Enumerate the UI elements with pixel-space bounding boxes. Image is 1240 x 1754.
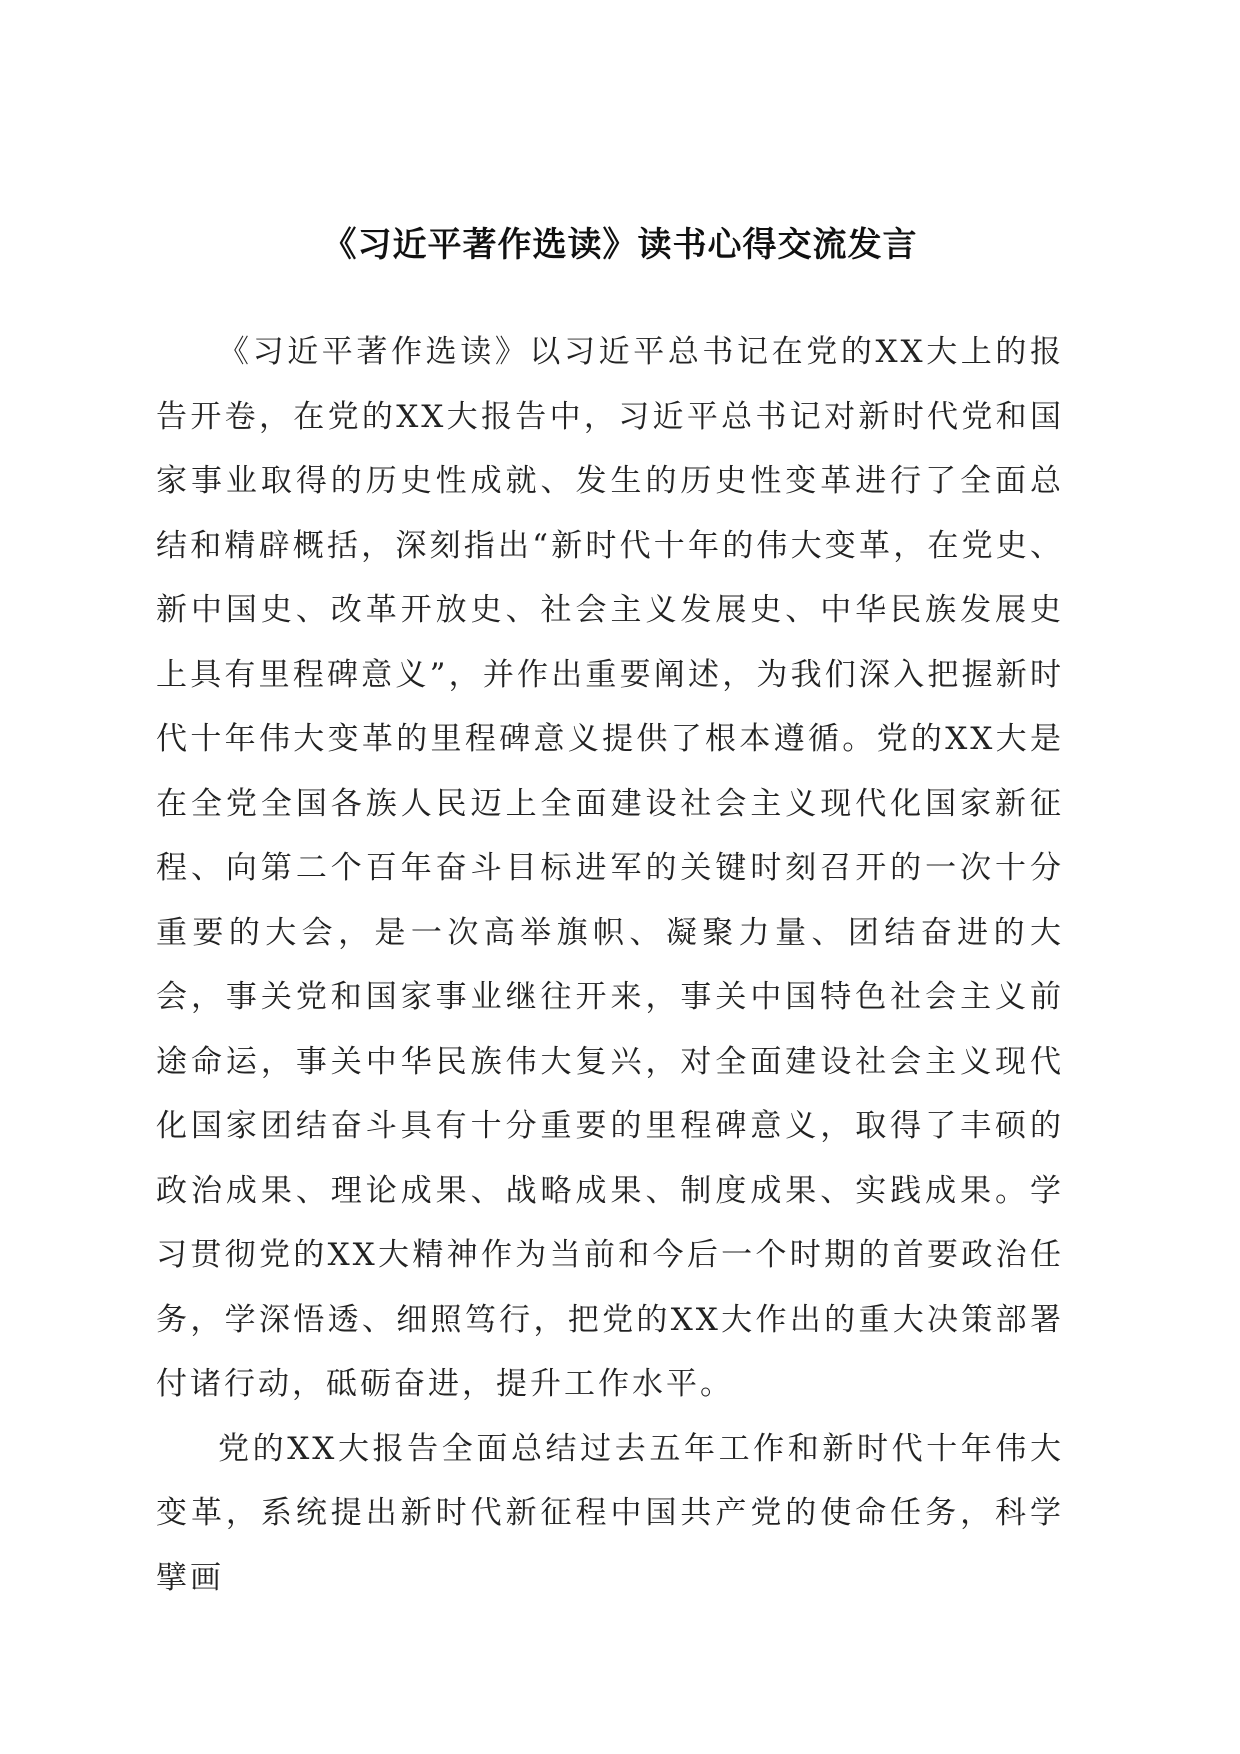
document-body xyxy=(156,320,1064,1610)
document-title: 《习近平著作选读》读书心得交流发言 xyxy=(322,225,918,265)
paragraph-1: 《习近平著作选读》以习近平总书记在党的XX大上的报告开卷，在党的XX大报告中，习近平总书记对新时代党和国家事业取得的历史性成就、发生的历史性变革进行了全面总结和精辟概括，深刻指出“新时代十年的伟大变革，在党史、新中国史、改革开放史、社会主义发展史、中华民族发展史上具有里程碑意义”，并作出重要阐述，为我们深入把握新时代十年伟大变革的里程碑意义提供了根本遵循。党的XX大是在全党全国各族人民迈上全面建设社会主义现代化国家新征程、向第二个百年奋斗目标进军的关键时刻召开的一次十分重要的大会，是一次高举旗帜、凝聚力量、团结奋进的大会，事关党和国家事业继往开来，事关中国特色社会主义前途命运，事关中华民族伟大复兴，对全面建设社会主义现代化国家团结奋斗具有十分重要的里程碑意义，取得了丰硕的政治成果、理论成果、战略成果、制度成果、实践成果。学习贯彻党的XX大精神作为当前和今后一个时期的首要政治任务，学深悟透、细照笃行，把党的XX大作出的重大决策部署付诸行动，砥砺奋进，提升工作水平。 xyxy=(156,334,1064,1402)
paragraph-2: 党的XX大报告全面总结过去五年工作和新时代十年伟大变革，系统提出新时代新征程中国共产党的使命任务，科学擘画 xyxy=(156,1430,1064,1596)
